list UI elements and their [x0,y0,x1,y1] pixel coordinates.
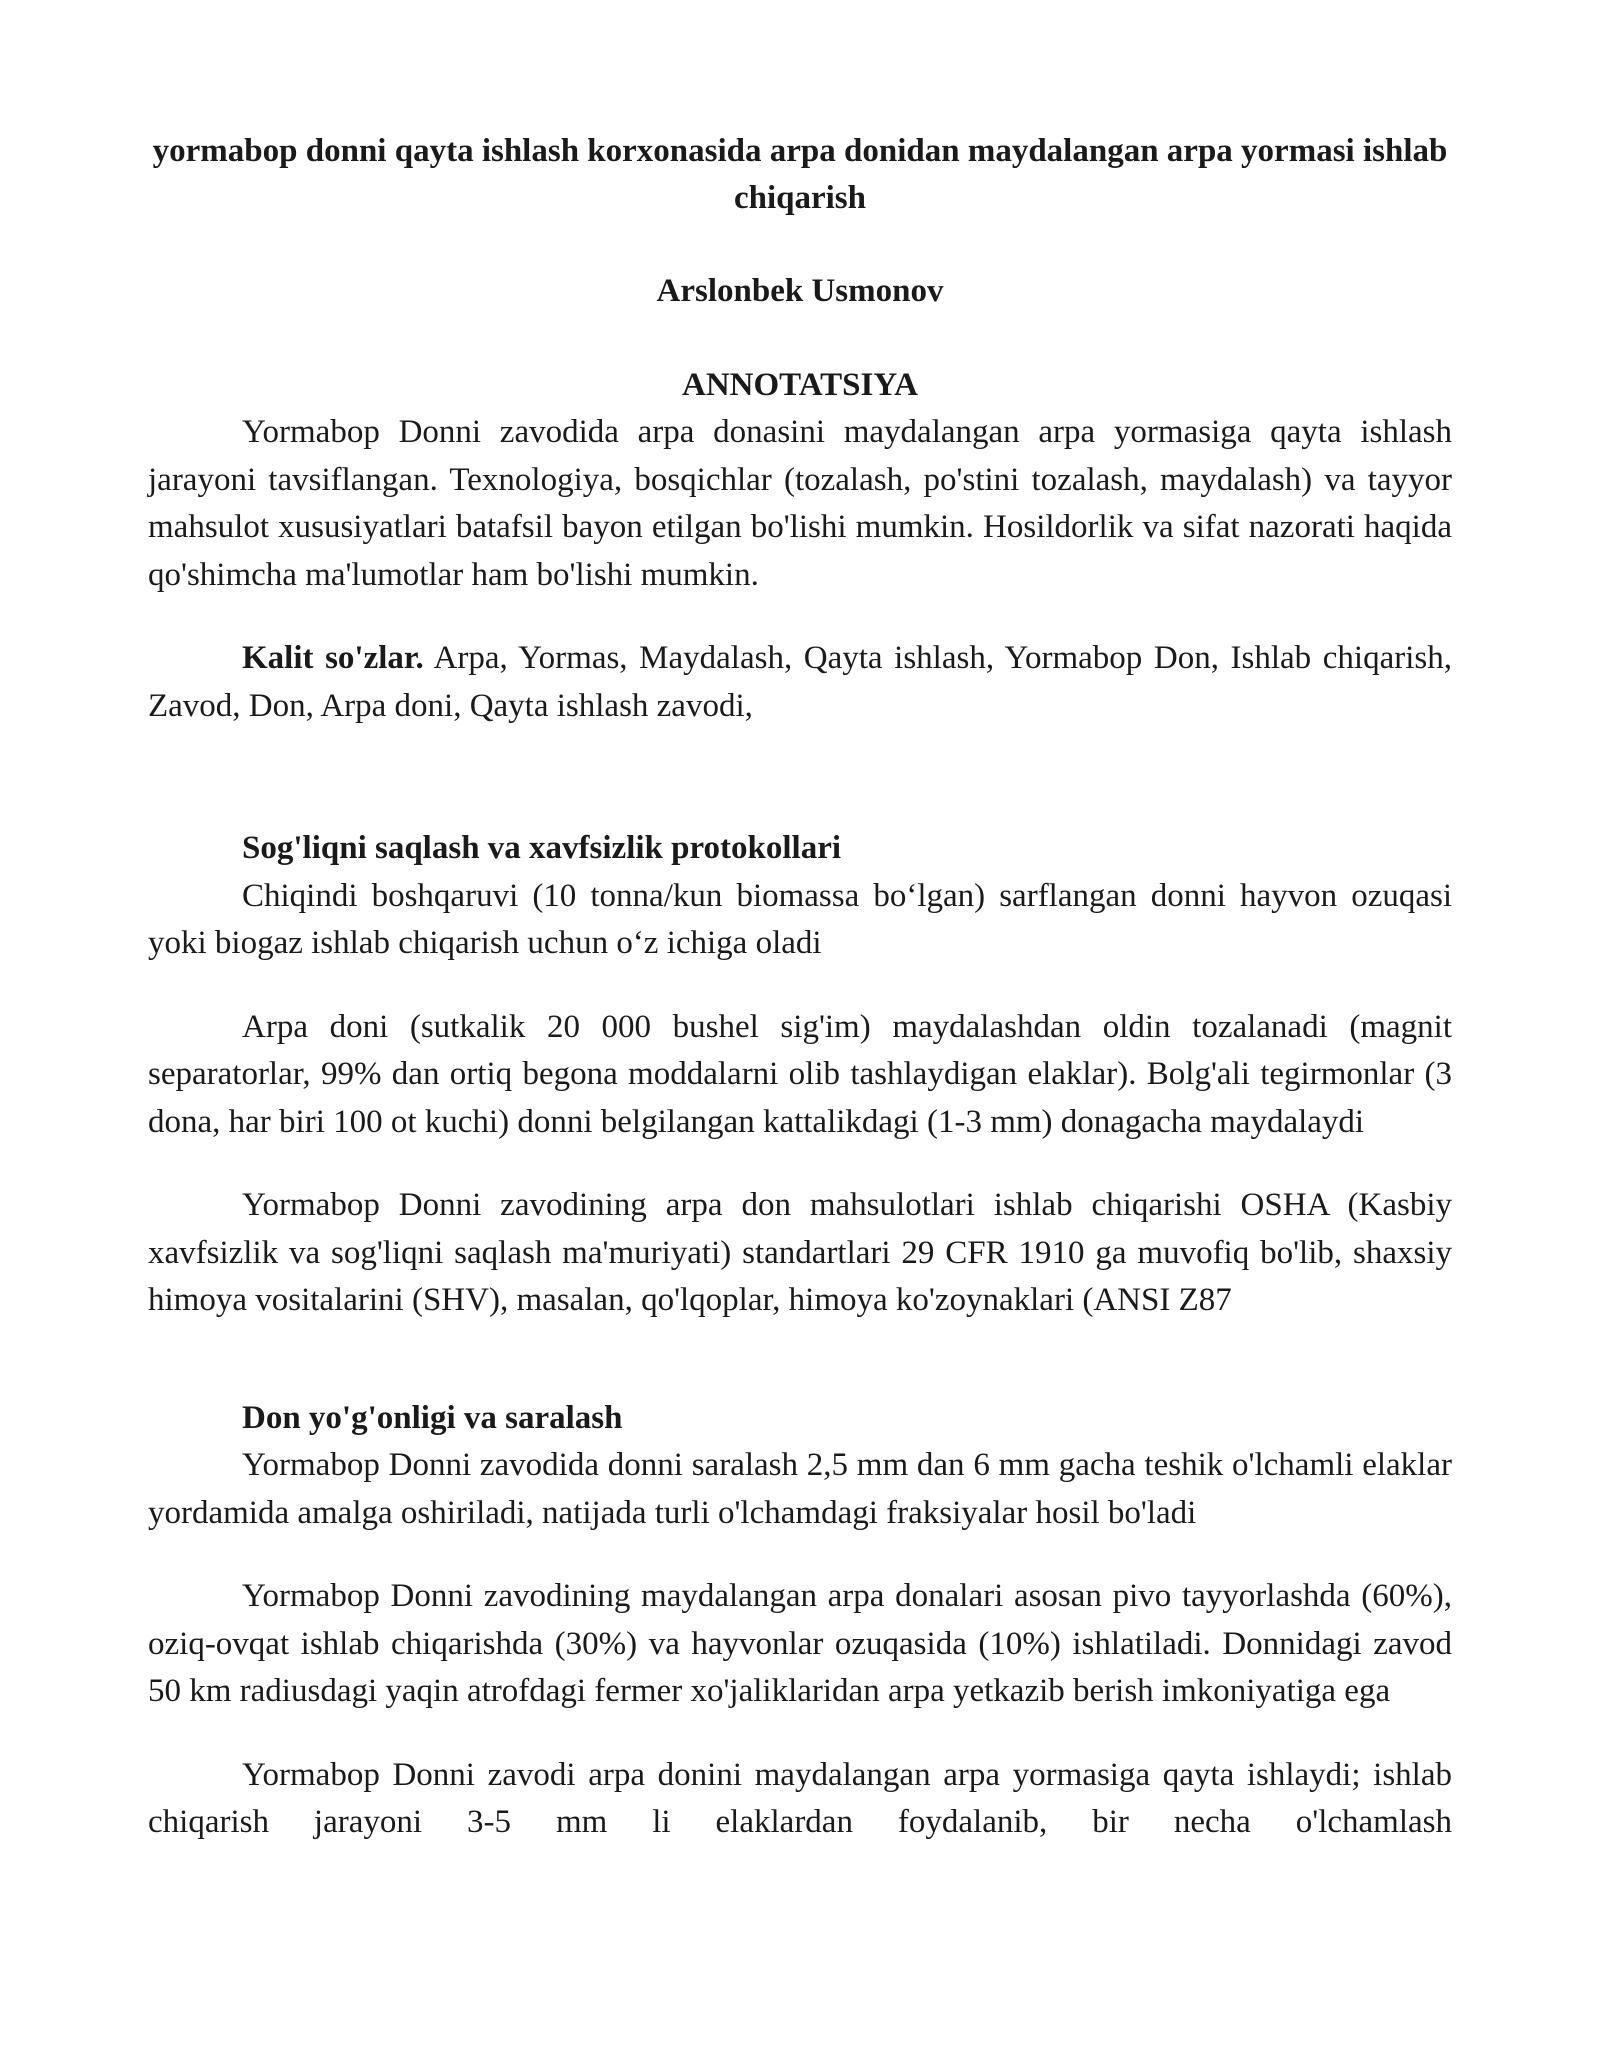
annotation-heading: ANNOTATSIYA [682,366,918,403]
section-paragraph: Yormabop Donni zavodining maydalangan arpa donalari asosan pivo tayyorlashda (60%), oziq-ovqat ishlab chiqarishda (30%) va hayvonlar ozuqasida (10%) ishlatiladi. Donnidagi zavod 50 km radiusdagi yaqin atrofdagi fermer xo'jaliklaridan arpa yetkazib berish imkoniyatiga ega [148,1578,1452,1709]
section-heading-health-safety: Sog'liqni saqlash va xavfsizlik protokollari [242,830,842,866]
document-title: yormabop donni qayta ishlash korxonasida arpa donidan maydalangan arpa yormasi ishlab chiqarish [152,133,1448,216]
section-paragraph: Chiqindi boshqaruvi (10 tonna/kun biomassa bo‘lgan) sarflangan donni hayvon ozuqasi yoki biogaz ishlab chiqarish uchun o‘z ichiga oladi [148,877,1452,961]
keywords-label: Kalit so'zlar. [242,640,424,676]
author-name: Arslonbek Usmonov [656,273,944,309]
keywords-paragraph [148,635,1452,730]
section-paragraph: Yormabop Donni zavodining arpa don mahsulotlari ishlab chiqarishi OSHA (Kasbiy xavfsizlik va sog'liqni saqlash ma'muriyati) standartlari 29 CFR 1910 ga muvofiq bo'lib, shaxsiy himoya vositalarini (SHV), masalan, qo'lqoplar, himoya ko'zoynaklari (ANSI Z87 [148,1187,1452,1318]
section-heading-grain-sorting: Don yo'g'onligi va saralash [242,1399,623,1436]
section-paragraph: Yormabop Donni zavodida donni saralash 2,5 mm dan 6 mm gacha teshik o'lchamli elaklar yordamida amalga oshiriladi, natijada turli o'lchamdagi fraksiyalar hosil bo'ladi [148,1447,1452,1531]
section-paragraph: Arpa doni (sutkalik 20 000 bushel sig'im) maydalashdan oldin tozalanadi (magnit separatorlar, 99% dan ortiq begona moddalarni olib tashlaydigan elaklar). Bolg'ali tegirmonlar (3 dona, har biri 100 ot kuchi) donni belgilangan kattalikdagi (1-3 mm) donagacha maydalaydi [148,1008,1452,1140]
document-page [148,128,1452,1847]
annotation-paragraph: Yormabop Donni zavodida arpa donasini maydalangan arpa yormasiga qayta ishlash jarayoni tavsiflangan. Texnologiya, bosqichlar (tozalash, po'stini tozalash, maydalash) va tayyor mahsulot xususiyatlari batafsil bayon etilgan bo'lishi mumkin. Hosildorlik va sifat nazorati haqida qo'shimcha ma'lumotlar ham bo'lishi mumkin. [148,414,1452,593]
keywords-text: Arpa, Yormas, Maydalash, Qayta ishlash, Yormabop Don, Ishlab chiqarish, Zavod, Don, Arpa doni, Qayta ishlash zavodi, [148,640,1452,724]
section-paragraph: Yormabop Donni zavodi arpa donini maydalangan arpa yormasiga qayta ishlaydi; ishlab chiqarish jarayoni 3-5 mm li elaklardan foydalanib, bir necha o'lchamlash [148,1756,1452,1840]
